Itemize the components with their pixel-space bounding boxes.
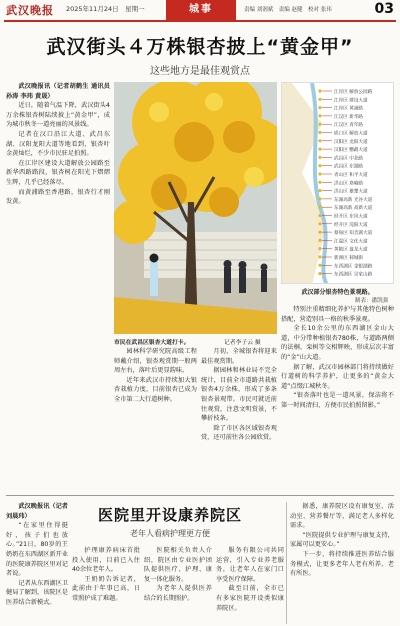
paragraph: 记者在汉口沿江大道、武昌东湖、汉阳龙阳大道等地看到，银杏叶金黄灿烂，不少市民驻足拍照。 <box>6 130 110 158</box>
map-marker <box>318 139 321 142</box>
article1-headline: 武汉街头４万株银杏披上“黄金甲” <box>46 36 354 58</box>
map-route-label: 洪山区 雄楚大道 <box>334 189 368 195</box>
photo-credit: 记者李子云 摄 <box>224 340 261 346</box>
article2-column-i <box>290 502 394 624</box>
paragraph: 园林科学研究院高级工程师戴介绍，银杏观赏期一般两周左右，落叶后更显韵味。 <box>114 348 197 375</box>
paragraph: 下一步，将持续推进医养结合服务模式，让更多老年人老有所养、老有所医。 <box>290 550 394 578</box>
paragraph: 护理康养病床首批投入使用，目前已入住40余位老年人。 <box>72 547 140 574</box>
article1-subhead: 这些地方是最佳观赏点 <box>150 66 250 77</box>
paragraph: 除了市区各区域银杏观赏，还可前往各公园欣赏。 <box>201 424 277 442</box>
paragraph: 截至目前，全市已有多家医院开设类似康养院区。 <box>216 585 284 612</box>
paragraph: 在江岸区建设大道解放公园路至新华西路路段，银杏树在阳光下熠熠生辉，几乎已经落尽。 <box>6 159 110 186</box>
map-route-label: 经开区 东风大道 <box>334 214 368 220</box>
map-marker <box>318 131 321 134</box>
paragraph: 王奶奶告诉记者，此前由于年事已高，日常照护成了难题。 <box>72 575 140 602</box>
map-marker <box>318 181 321 184</box>
paragraph: 据了解，武汉市园林部门将持续做好行道树的科学养护，让更多的“黄金大道”点缀江城秋冬。 <box>281 363 394 390</box>
ginkgo-photo-illustration <box>114 82 277 334</box>
article2-column-g <box>144 546 212 624</box>
map-marker <box>318 156 321 159</box>
map-marker <box>318 239 321 242</box>
map-route-label: 新洲区 邾城街 <box>334 256 364 261</box>
paragraph: 近日，随着气温下降，武汉街头4万余株银杏树陆续披上“黄金甲”，成为城市秋冬一道亮丽的风景线。 <box>6 102 110 129</box>
map-route-label: 江岸区 解放公园路 <box>334 90 373 95</box>
map-route-label: 武昌区 中北路 <box>334 156 364 162</box>
paragraph: 医院相关负责人介绍，院区由专业医护团队提供医疗、护理、康复一体化服务。 <box>144 547 212 583</box>
header-rule <box>4 20 396 22</box>
map-marker <box>318 264 321 267</box>
map-route-label: 经开区 沌阳大道 <box>334 222 368 228</box>
paragraph: “医院提供专业护理与康复支持，家属可以更安心。” <box>290 531 394 549</box>
map-route-label: 汉阳区 龙阳大道 <box>334 139 368 145</box>
map-marker <box>318 231 321 234</box>
ginkgo-street-photo <box>114 82 277 334</box>
paragraph: “银杏落叶也是一道风景，保洁将不第一时间清扫，方便市民拍照留影。” <box>281 392 394 409</box>
map-route-label: 洪山区 珞喻路 <box>334 181 364 187</box>
article2-byline: 武汉晚报讯（记者刘晨玮） <box>6 503 68 520</box>
paragraph: 特别注重精细化养护与其他特色树种搭配，营造别具一格的秋季景观。 <box>281 306 394 323</box>
map-route-label: 江汉区 青年路 <box>334 123 364 129</box>
map-route-label: 江汉区 新华路 <box>334 114 364 120</box>
paragraph: 为老年人提供医养结合的长期照护。 <box>144 585 212 602</box>
map-marker <box>318 247 321 250</box>
map-graphic <box>282 83 394 284</box>
issue-date: 2025年11月24日 星期一 <box>66 5 145 13</box>
map-marker <box>318 222 321 225</box>
article1-column-b <box>114 347 197 492</box>
paragraph: 服务有限公司共同运营，引入专业养老服务，让老年人在家门口享受医疗保障。 <box>216 547 284 583</box>
page-header <box>0 0 400 20</box>
photo-caption: 市民在武昌区银杏大道打卡。 <box>114 340 190 346</box>
map-marker <box>318 255 321 258</box>
article1-column-d <box>281 305 394 492</box>
article2-headline: 医院里开设康养院区 <box>97 506 242 524</box>
map-route-label: 东西湖区 吴家山路 <box>334 272 373 278</box>
map-route-label: 硚口区 解放大道 <box>334 131 368 137</box>
article1-byline: 武汉晚报讯（记者胡鹤生 通讯员孙涛 李玮 黄晟） <box>6 83 110 100</box>
map-route-label: 江岸区 黄浦路 <box>334 106 364 112</box>
page-number: 03 <box>374 1 394 17</box>
map-marker <box>318 172 321 175</box>
article2-column-e <box>6 502 68 624</box>
map-marker <box>318 123 321 126</box>
map-route-label: 东西湖区 金银湖路 <box>334 264 373 270</box>
ginkgo-route-map <box>281 82 394 284</box>
map-route-label: 东湖高新 光谷大道 <box>334 197 373 203</box>
article2-subhead: 老年人看病护理更方便 <box>130 529 210 538</box>
paragraph: 而黄浦路至香港路，银杏行才刚发黄。 <box>6 188 110 206</box>
map-marker <box>318 106 321 109</box>
map-credit: 制表：潘凯强 <box>354 298 388 304</box>
article2-column-h <box>216 546 284 624</box>
column-divider <box>286 502 287 624</box>
map-route-label: 江岸区 建设大道 <box>334 98 368 104</box>
paragraph: 近年来武汉市持续加大银杏栽植力度，目前银杏已成为全市第二大行道树种。 <box>114 376 197 403</box>
paragraph: 记者从东西湖区卫健局了解到，该院区是医养结合新模式。 <box>6 579 68 606</box>
newspaper-logo: 武汉晚报 <box>6 4 54 17</box>
map-marker <box>318 89 321 92</box>
map-route-label: 江夏区 文化大道 <box>334 239 368 245</box>
map-marker <box>318 197 321 200</box>
map-caption: 武汉部分银杏特色景观路。 <box>301 289 374 296</box>
map-marker <box>318 214 321 217</box>
map-route-label: 青山区 和平大道 <box>334 173 368 178</box>
paragraph: “在家里住得挺好，孩子们也放心。”21日，80岁的王奶奶在东西湖区新开业的医院康养院区里对记者说。 <box>6 522 68 578</box>
map-marker <box>318 164 321 167</box>
article2-column-f <box>72 546 140 624</box>
map-marker <box>318 189 321 192</box>
map-route-label: 黄陂区 盘龙大道 <box>334 247 368 253</box>
map-marker <box>318 98 321 101</box>
article1-column-c <box>201 347 277 492</box>
paragraph: 据悉，康养院区设有康复室、活动室、营养餐厅等，满足老人多样化需求。 <box>290 503 394 530</box>
map-marker <box>318 206 321 209</box>
paragraph: 据园林和林业局不完全统计，目前全市道路共栽植银杏4万余株，形成了多条银杏景观带。市民可就近前往观赏，注意文明赏景，不攀折枝条。 <box>201 367 277 423</box>
map-marker <box>318 148 321 151</box>
map-marker <box>318 272 321 275</box>
editor-credits: 责编 刘润斌 责编 赵健 校对 张玮 <box>244 7 332 13</box>
paragraph: 月初，全城银杏将迎来最佳观赏期。 <box>201 348 277 365</box>
article1-column-a <box>6 82 110 332</box>
map-marker <box>318 114 321 117</box>
map-route-label: 武昌区 东湖路 <box>334 164 364 170</box>
section-label: 城事 <box>166 0 236 20</box>
paragraph: 全长10余公里的东西湖区金山大道，中分带种植银杏780株，与道路两侧的法桐、栾树等交相辉映，形成层次丰富的“金”山大道。 <box>281 325 394 361</box>
map-route-label: 东湖高新 高新大道 <box>334 206 373 212</box>
map-route-label: 蔡甸区 知音湖大道 <box>334 231 373 237</box>
map-route-label: 汉阳区 鹦鹉大道 <box>334 148 368 154</box>
article-divider <box>6 495 394 496</box>
